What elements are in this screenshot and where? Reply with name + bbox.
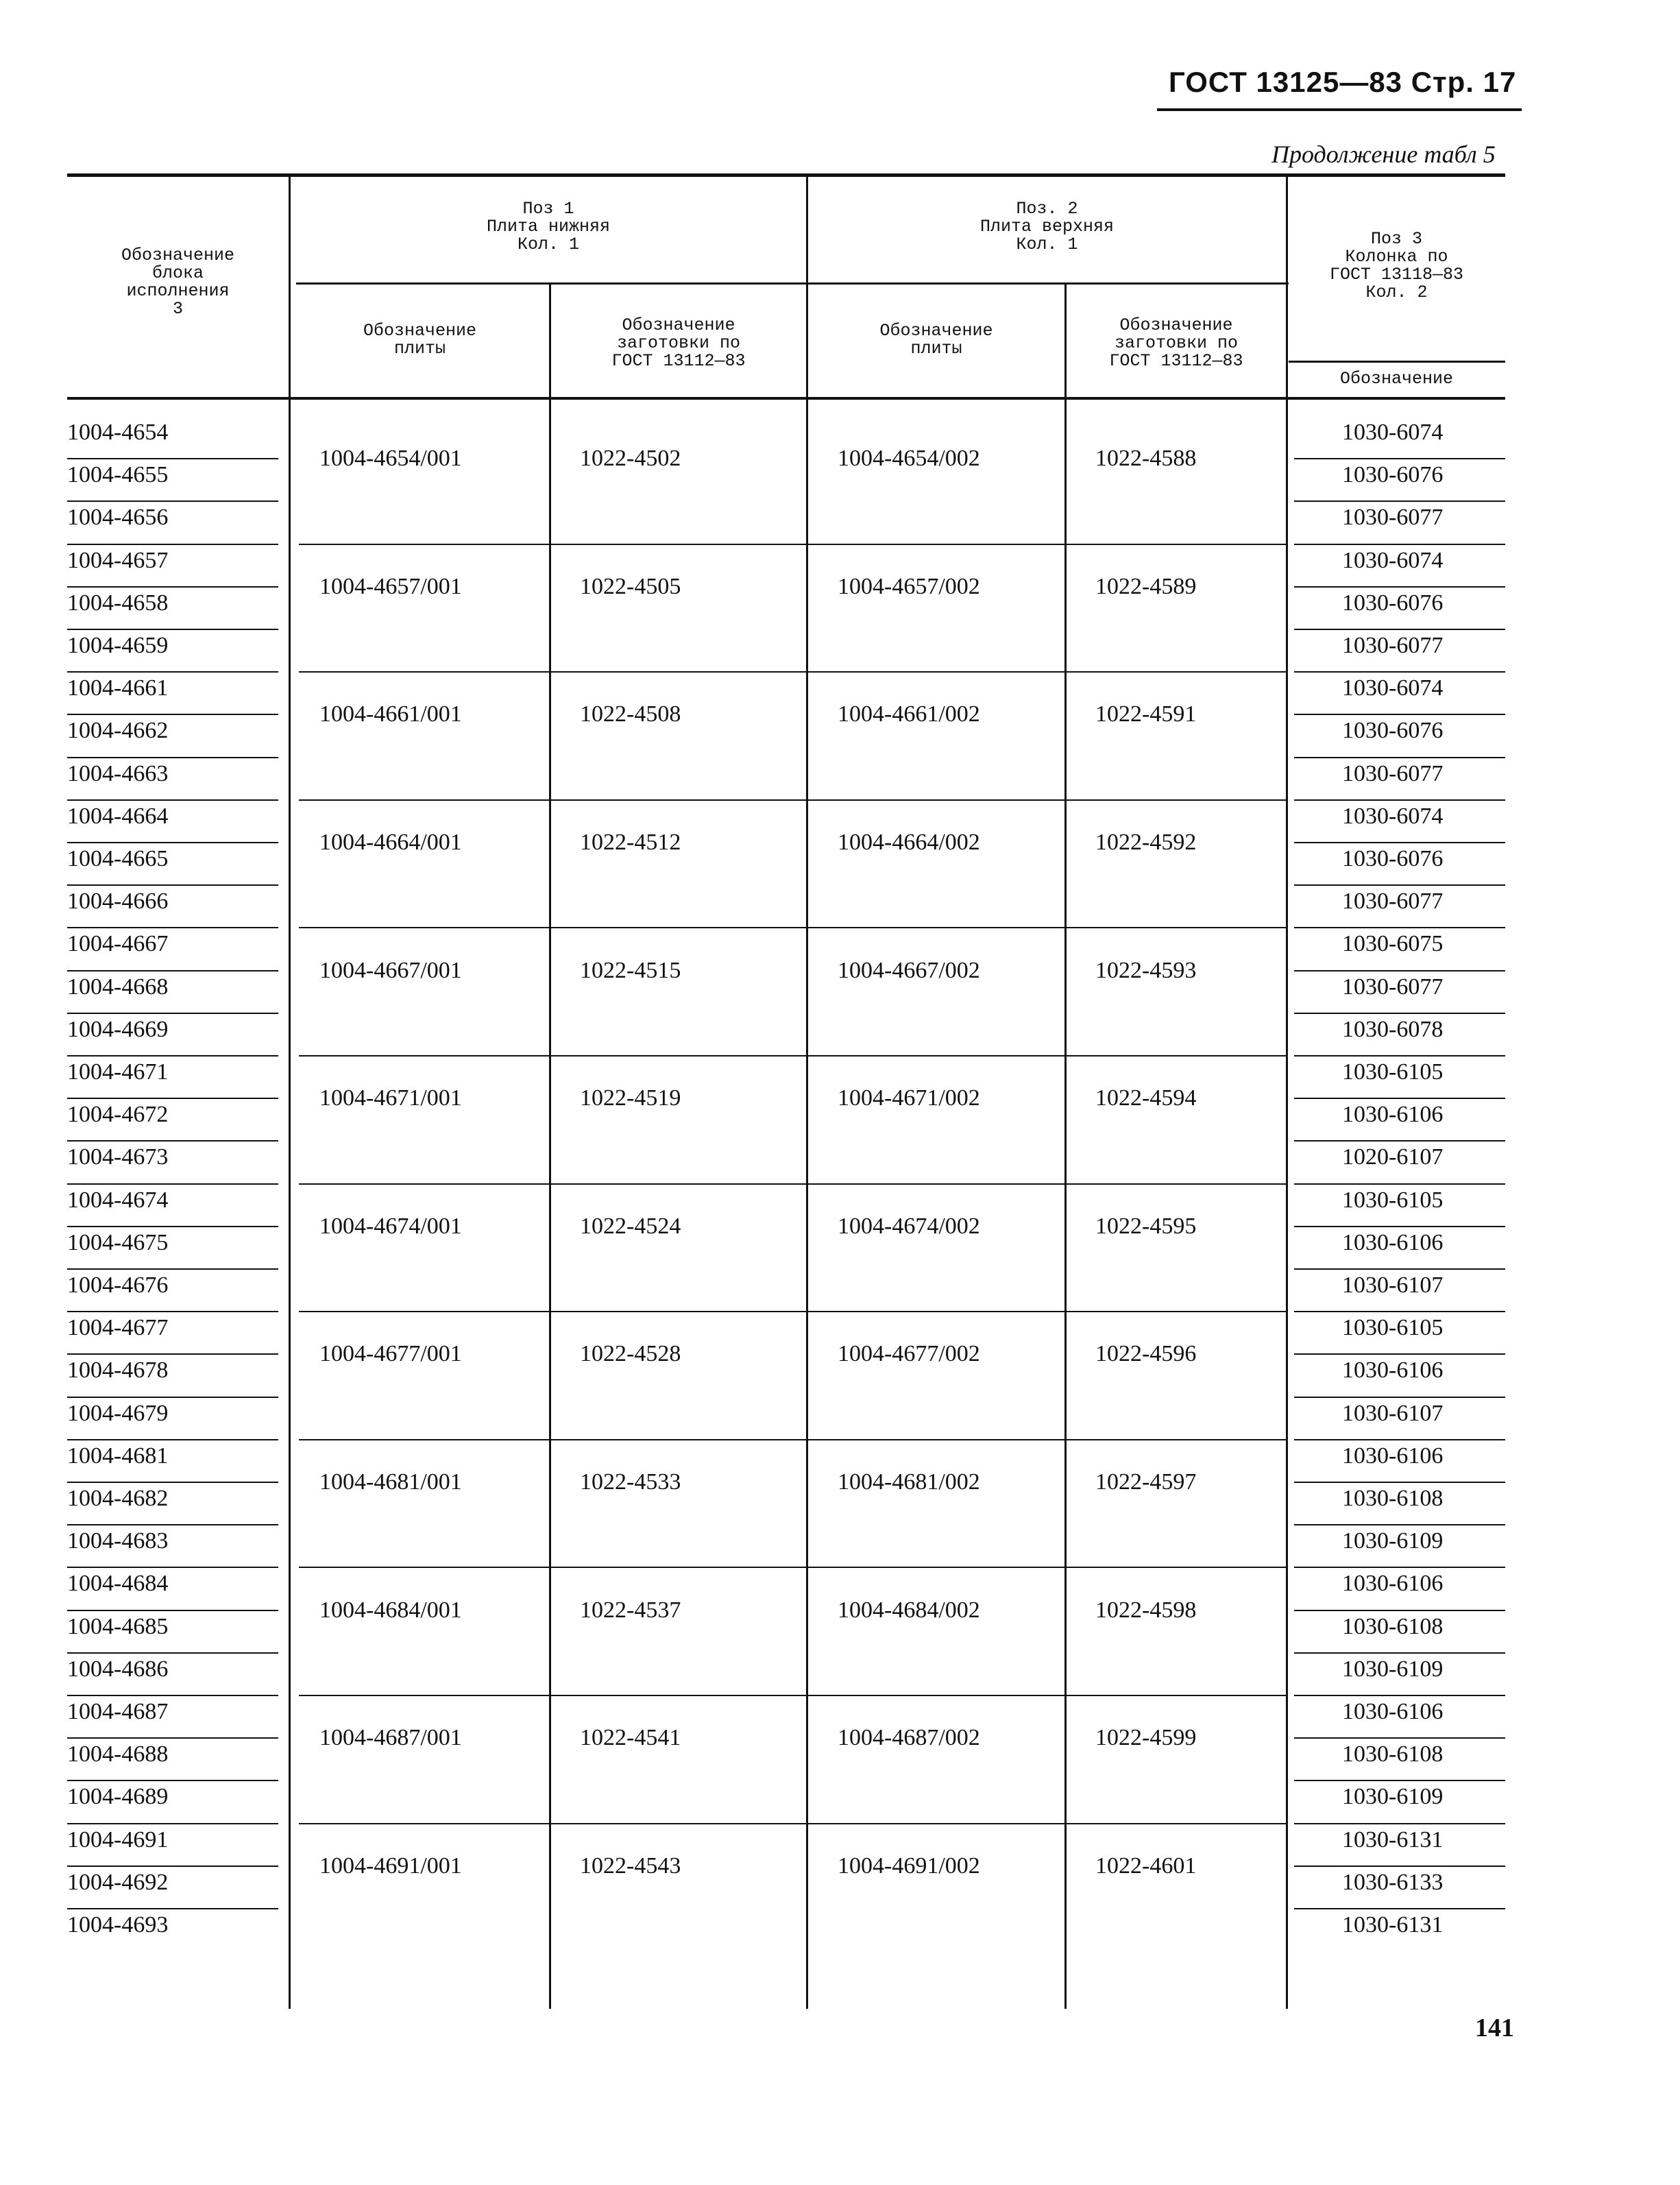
block-designation-cell: 1004-4671 [67,1059,169,1085]
upper-blank-designation-cell: 1022-4598 [1095,1597,1197,1623]
row-rule-left [67,1183,278,1185]
row-rule-left [67,1780,278,1781]
lower-plate-designation-cell: 1004-4677/001 [319,1341,462,1367]
row-rule-right [1294,884,1505,886]
row-rule-right [1294,1353,1505,1355]
row-rule-right [1294,1311,1505,1312]
row-rule-left [67,1013,278,1014]
row-rule-left [67,884,278,886]
header-pos3: Поз 3 Колонка по ГОСТ 13118—83 Кол. 2 [1329,229,1464,302]
column-designation-cell: 1030-6105 [1342,1315,1444,1341]
block-designation-cell: 1004-4673 [67,1144,169,1170]
row-rule-left [67,1737,278,1739]
block-designation-cell: 1004-4684 [67,1571,169,1597]
row-rule-right [1294,1226,1505,1227]
column-designation-cell: 1030-6077 [1342,974,1444,1000]
upper-plate-designation-cell: 1004-4657/002 [838,573,980,599]
column-designation-cell: 1030-6076 [1342,462,1444,488]
column-divider-4 [1064,284,1067,2009]
row-rule-right [1294,970,1505,971]
upper-blank-designation-cell: 1022-4588 [1095,446,1197,472]
block-designation-cell: 1004-4657 [67,547,169,573]
upper-plate-designation-cell: 1004-4664/002 [838,830,980,855]
table-continuation-label: Продолжение табл 5 [1271,141,1496,168]
lower-plate-designation-cell: 1004-4681/001 [319,1469,462,1495]
block-designation-cell: 1004-4686 [67,1656,169,1682]
column-designation-cell: 1030-6077 [1342,633,1444,658]
block-designation-cell: 1004-4683 [67,1528,169,1554]
column-designation-cell: 1030-6106 [1342,1571,1444,1597]
row-rule-right [1294,927,1505,928]
header-column-designation: Обозначение [1339,369,1454,389]
row-rule-right [1294,714,1505,715]
block-designation-cell: 1004-4654 [67,420,169,445]
column-designation-cell: 1030-6106 [1342,1229,1444,1255]
upper-blank-designation-cell: 1022-4591 [1095,701,1197,727]
column-divider-1 [289,177,291,2009]
column-designation-cell: 1030-6077 [1342,889,1444,915]
row-rule-left [67,671,278,673]
lower-blank-designation-cell: 1022-4515 [580,957,681,983]
header-lower-plate-designation: Обозначение плиты [363,321,477,359]
lower-plate-designation-cell: 1004-4667/001 [319,957,462,983]
group-rule [299,1823,1286,1824]
row-rule-left [67,1652,278,1654]
row-rule-right [1294,1268,1505,1270]
lower-blank-designation-cell: 1022-4537 [580,1597,681,1623]
row-rule-right [1294,1183,1505,1185]
group-rule [299,1311,1286,1312]
group-rule [299,1055,1286,1057]
upper-blank-designation-cell: 1022-4593 [1095,957,1197,983]
row-rule-left [67,1140,278,1142]
column-designation-cell: 1030-6133 [1342,1869,1444,1895]
row-rule-left [67,1823,278,1824]
column-designation-cell: 1030-6107 [1342,1272,1444,1298]
header-upper-plate-designation: Обозначение плиты [879,321,993,359]
row-rule-left [67,1439,278,1440]
upper-plate-designation-cell: 1004-4667/002 [838,957,980,983]
lower-blank-designation-cell: 1022-4508 [580,701,681,727]
upper-blank-designation-cell: 1022-4596 [1095,1341,1197,1367]
block-designation-cell: 1004-4674 [67,1187,169,1213]
row-rule-right [1294,799,1505,801]
block-designation-cell: 1004-4688 [67,1741,169,1767]
column-designation-cell: 1030-6106 [1342,1699,1444,1724]
lower-blank-designation-cell: 1022-4519 [580,1085,681,1111]
header-upper-blank-designation: Обозначение заготовки по ГОСТ 13112—83 [1109,315,1243,371]
lower-plate-designation-cell: 1004-4691/001 [319,1852,462,1879]
header-rule-pos3 [1289,361,1505,363]
row-rule-left [67,1268,278,1270]
column-designation-cell: 1020-6107 [1342,1144,1444,1170]
row-rule-left [67,799,278,801]
lower-blank-designation-cell: 1022-4528 [580,1341,681,1367]
upper-blank-designation-cell: 1022-4597 [1095,1469,1197,1495]
lower-blank-designation-cell: 1022-4543 [580,1852,681,1879]
block-designation-cell: 1004-4687 [67,1699,169,1724]
row-rule-right [1294,500,1505,502]
lower-blank-designation-cell: 1022-4541 [580,1725,681,1751]
row-rule-right [1294,629,1505,630]
column-designation-cell: 1030-6076 [1342,718,1444,744]
column-designation-cell: 1030-6106 [1342,1357,1444,1384]
upper-plate-designation-cell: 1004-4674/002 [838,1213,980,1239]
lower-blank-designation-cell: 1022-4524 [580,1213,681,1239]
column-designation-cell: 1030-6074 [1342,547,1444,573]
block-designation-cell: 1004-4665 [67,846,169,871]
column-designation-cell: 1030-6077 [1342,760,1444,786]
header-bottom-rule [67,397,1505,400]
header-pos2: Поз. 2 Плита верхняя Кол. 1 [979,199,1115,254]
row-rule-left [67,1866,278,1867]
block-designation-cell: 1004-4659 [67,633,169,658]
row-rule-left [67,1567,278,1568]
row-rule-right [1294,1397,1505,1398]
row-rule-left [67,1311,278,1312]
lower-blank-designation-cell: 1022-4512 [580,830,681,855]
block-designation-cell: 1004-4658 [67,590,169,616]
header-rule [1157,108,1522,111]
header-rule-pos2 [809,282,1289,285]
column-designation-cell: 1030-6105 [1342,1187,1444,1213]
row-rule-right [1294,671,1505,673]
row-rule-right [1294,1140,1505,1142]
row-rule-right [1294,1567,1505,1568]
group-rule [299,1567,1286,1568]
row-rule-right [1294,1695,1505,1696]
block-designation-cell: 1004-4656 [67,505,169,531]
row-rule-left [67,544,278,545]
upper-blank-designation-cell: 1022-4589 [1095,573,1197,599]
upper-plate-designation-cell: 1004-4687/002 [838,1725,980,1751]
column-designation-cell: 1030-6106 [1342,1442,1444,1469]
row-rule-left [67,1397,278,1398]
block-designation-cell: 1004-4679 [67,1400,169,1426]
row-rule-right [1294,1055,1505,1057]
row-rule-left [67,714,278,715]
column-divider-2 [549,284,551,2009]
row-rule-left [67,1908,278,1909]
upper-plate-designation-cell: 1004-4684/002 [838,1597,980,1623]
upper-plate-designation-cell: 1004-4654/002 [838,446,980,472]
column-designation-cell: 1030-6074 [1342,803,1444,829]
block-designation-cell: 1004-4663 [67,760,169,786]
block-designation-cell: 1004-4664 [67,803,169,829]
column-designation-cell: 1030-6077 [1342,505,1444,531]
column-designation-cell: 1030-6131 [1342,1826,1444,1852]
column-designation-cell: 1030-6076 [1342,590,1444,616]
column-designation-cell: 1030-6074 [1342,420,1444,445]
column-designation-cell: 1030-6074 [1342,675,1444,701]
row-rule-right [1294,458,1505,459]
row-rule-left [67,1482,278,1483]
lower-plate-designation-cell: 1004-4674/001 [319,1213,462,1239]
row-rule-left [67,1226,278,1227]
upper-blank-designation-cell: 1022-4601 [1095,1852,1197,1879]
row-rule-right [1294,1737,1505,1739]
upper-plate-designation-cell: 1004-4671/002 [838,1085,980,1111]
row-rule-left [67,629,278,630]
group-rule [299,544,1286,545]
block-designation-cell: 1004-4681 [67,1442,169,1469]
header-lower-blank-designation: Обозначение заготовки по ГОСТ 13112—83 [611,315,746,371]
row-rule-right [1294,1823,1505,1824]
block-designation-cell: 1004-4667 [67,931,169,957]
row-rule-left [67,1098,278,1099]
column-designation-cell: 1030-6108 [1342,1741,1444,1767]
block-designation-cell: 1004-4675 [67,1229,169,1255]
header-pos1: Поз 1 Плита нижняя Кол. 1 [486,199,611,254]
row-rule-left [67,586,278,588]
table-top-rule [67,173,1505,177]
upper-blank-designation-cell: 1022-4595 [1095,1213,1197,1239]
row-rule-left [67,500,278,502]
block-designation-cell: 1004-4685 [67,1613,169,1639]
row-rule-right [1294,1482,1505,1483]
row-rule-right [1294,1780,1505,1781]
row-rule-left [67,1353,278,1355]
lower-plate-designation-cell: 1004-4654/001 [319,446,462,472]
block-designation-cell: 1004-4691 [67,1826,169,1852]
row-rule-right [1294,1908,1505,1909]
lower-blank-designation-cell: 1022-4502 [580,446,681,472]
block-designation-cell: 1004-4676 [67,1272,169,1298]
block-designation-cell: 1004-4655 [67,462,169,488]
lower-plate-designation-cell: 1004-4671/001 [319,1085,462,1111]
column-designation-cell: 1030-6109 [1342,1784,1444,1810]
lower-plate-designation-cell: 1004-4664/001 [319,830,462,855]
block-designation-cell: 1004-4669 [67,1016,169,1042]
row-rule-right [1294,1013,1505,1014]
column-designation-cell: 1030-6078 [1342,1016,1444,1042]
row-rule-left [67,757,278,758]
row-rule-left [67,1524,278,1525]
block-designation-cell: 1004-4661 [67,675,169,701]
row-rule-right [1294,1439,1505,1440]
column-designation-cell: 1030-6105 [1342,1059,1444,1085]
block-designation-cell: 1004-4682 [67,1486,169,1511]
upper-blank-designation-cell: 1022-4594 [1095,1085,1197,1111]
row-rule-right [1294,1610,1505,1611]
group-rule [299,927,1286,928]
column-designation-cell: 1030-6107 [1342,1400,1444,1426]
lower-plate-designation-cell: 1004-4687/001 [319,1725,462,1751]
block-designation-cell: 1004-4668 [67,974,169,1000]
block-designation-cell: 1004-4662 [67,718,169,744]
upper-plate-designation-cell: 1004-4691/002 [838,1852,980,1879]
row-rule-right [1294,1524,1505,1525]
upper-blank-designation-cell: 1022-4592 [1095,830,1197,855]
column-designation-cell: 1030-6109 [1342,1656,1444,1682]
page-number: 141 [1475,2014,1514,2042]
group-rule [299,671,1286,673]
page-header-title: ГОСТ 13125—83 Стр. 17 [1169,66,1517,98]
row-rule-left [67,970,278,971]
upper-plate-designation-cell: 1004-4681/002 [838,1469,980,1495]
lower-plate-designation-cell: 1004-4657/001 [319,573,462,599]
row-rule-right [1294,544,1505,545]
column-divider-5 [1286,177,1288,2009]
lower-plate-designation-cell: 1004-4661/001 [319,701,462,727]
column-designation-cell: 1030-6109 [1342,1528,1444,1554]
block-designation-cell: 1004-4678 [67,1357,169,1384]
upper-plate-designation-cell: 1004-4661/002 [838,701,980,727]
lower-plate-designation-cell: 1004-4684/001 [319,1597,462,1623]
column-designation-cell: 1030-6106 [1342,1102,1444,1128]
upper-blank-designation-cell: 1022-4599 [1095,1725,1197,1751]
row-rule-right [1294,842,1505,843]
header-block-designation: Обозначение блока исполнения 3 [121,245,235,319]
row-rule-left [67,1695,278,1696]
row-rule-right [1294,1652,1505,1654]
lower-blank-designation-cell: 1022-4533 [580,1469,681,1495]
row-rule-left [67,1610,278,1611]
group-rule [299,1695,1286,1696]
block-designation-cell: 1004-4672 [67,1102,169,1128]
column-designation-cell: 1030-6075 [1342,931,1444,957]
row-rule-left [67,1055,278,1057]
row-rule-right [1294,1866,1505,1867]
group-rule [299,1439,1286,1440]
block-designation-cell: 1004-4693 [67,1912,169,1937]
lower-blank-designation-cell: 1022-4505 [580,573,681,599]
column-designation-cell: 1030-6108 [1342,1613,1444,1639]
row-rule-right [1294,757,1505,758]
row-rule-right [1294,1098,1505,1099]
block-designation-cell: 1004-4692 [67,1869,169,1895]
row-rule-left [67,842,278,843]
group-rule [299,799,1286,801]
column-designation-cell: 1030-6076 [1342,846,1444,871]
block-designation-cell: 1004-4677 [67,1315,169,1341]
block-designation-cell: 1004-4689 [67,1784,169,1810]
column-divider-3 [806,177,808,2009]
group-rule [299,1183,1286,1185]
row-rule-left [67,927,278,928]
row-rule-right [1294,586,1505,588]
column-designation-cell: 1030-6108 [1342,1486,1444,1511]
header-rule-pos1 [296,282,809,285]
column-designation-cell: 1030-6131 [1342,1912,1444,1937]
block-designation-cell: 1004-4666 [67,889,169,915]
row-rule-left [67,458,278,459]
upper-plate-designation-cell: 1004-4677/002 [838,1341,980,1367]
